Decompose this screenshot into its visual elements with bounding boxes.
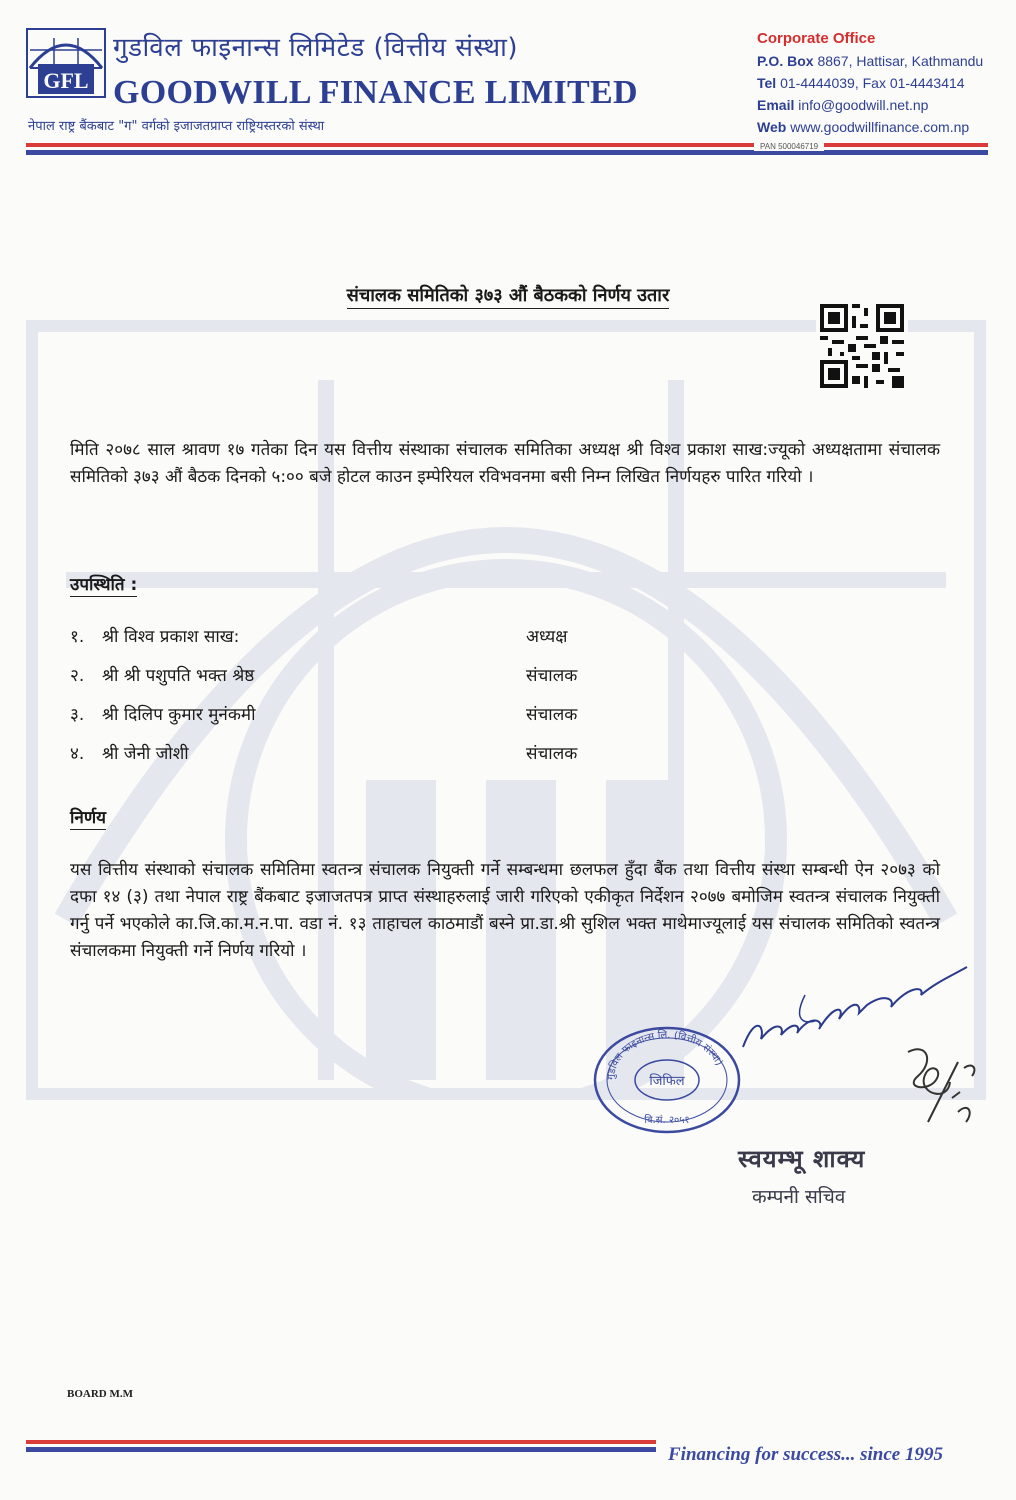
footer-stripe-red bbox=[26, 1440, 656, 1444]
company-seal-icon bbox=[592, 1025, 742, 1135]
attendance-row: १. श्री विश्व प्रकाश साख: अध्यक्ष bbox=[70, 627, 568, 647]
attendance-heading: उपस्थिति : bbox=[70, 575, 138, 595]
signatory-title: कम्पनी सचिव bbox=[752, 1186, 846, 1208]
qr-code-icon bbox=[816, 300, 908, 392]
svg-text:GFL: GFL bbox=[43, 68, 89, 93]
svg-text:गुडविल फाइनान्स लि. (वित्तीय स: गुडविल फाइनान्स लि. (वित्तीय संस्था) bbox=[605, 1029, 725, 1081]
initials-signature bbox=[888, 1032, 983, 1142]
footer-note: BOARD M.M bbox=[67, 1388, 133, 1400]
pan-number: PAN 500046719 bbox=[754, 142, 824, 151]
office-title: Corporate Office bbox=[757, 30, 876, 47]
company-name-english: GOODWILL FINANCE LIMITED bbox=[113, 74, 638, 111]
header-stripe-blue bbox=[26, 150, 988, 155]
svg-text:जिफिल: जिफिल bbox=[649, 1074, 685, 1089]
web-line: Web www.goodwillfinance.com.np bbox=[757, 119, 970, 135]
email-line: Email info@goodwill.net.np bbox=[757, 97, 929, 113]
decision-paragraph: यस वित्तीय संस्थाको संचालक समितिमा स्वतन्त्र संचालक नियुक्ती गर्ने सम्बन्धमा छलफल हुँदा बैंक तथा वित्तीय संस्था सम्बन्धी ऐन २०७३ को दफा १४ (३) तथा नेपाल राष्ट्र बैंकबाट इजाजतपत्र प्राप्त संस्थाहरुलाई जारी गरिएको एकीकृत निर्देशन २०७७ बमोजिम स्वतन्त्र संचालक नियुक्ती गर्नु पर्ने भएकोले का.जि.का.म.न.पा. वडा नं. १३ ताहाचल काठमाडौं बस्ने प्रा.डा.श्री सुशिल भक्त माथेमाज्यूलाई यस संचालक समितिको स्वतन्त्र संचालकमा नियुक्ती गर्ने निर्णय गरियो । bbox=[70, 860, 940, 961]
attendance-row: ४. श्री जेनी जोशी संचालक bbox=[70, 744, 578, 764]
company-logo-icon bbox=[26, 28, 106, 98]
decision-heading: निर्णय bbox=[70, 808, 106, 828]
po-box-line: P.O. Box 8867, Hattisar, Kathmandu bbox=[757, 53, 984, 69]
company-name-nepali: गुडविल फाइनान्स लिमिटेड (वित्तीय संस्था) bbox=[113, 33, 519, 63]
attendance-row: २. श्री श्री पशुपति भक्त श्रेष्ठ संचालक bbox=[70, 666, 578, 686]
tel-line: Tel 01-4444039, Fax 01-4443414 bbox=[757, 75, 965, 91]
contact-block bbox=[757, 28, 983, 138]
intro-paragraph: मिति २०७८ साल श्रावण १७ गतेका दिन यस वित्तीय संस्थाका संचालक समितिका अध्यक्ष श्री विश्व प्रकाश साख:ज्यूको अध्यक्षतामा संचालक समितिको ३७३ औं बैठक दिनको ५:०० बजे होटल काउन इम्पेरियल रविभवनमा बसी निम्न लिखित निर्णयहरु पारित गरियो । bbox=[70, 440, 940, 487]
header-stripe-red bbox=[26, 143, 988, 147]
license-subtitle: नेपाल राष्ट्र बैंकबाट "ग" वर्गको इजाजतप्राप्त राष्ट्रियस्तरको संस्था bbox=[28, 119, 325, 134]
attendance-row: ३. श्री दिलिप कुमार मुनंकमी संचालक bbox=[70, 705, 578, 725]
document-title: संचालक समितिको ३७३ औं बैठकको निर्णय उतार bbox=[0, 283, 1016, 307]
signatory-name: स्वयम्भू शाक्य bbox=[738, 1145, 866, 1173]
svg-text:वि.सं. २०५१: वि.सं. २०५१ bbox=[644, 1115, 690, 1126]
company-tagline: Financing for success... since 1995 bbox=[668, 1444, 943, 1465]
footer-stripe-blue bbox=[26, 1447, 656, 1452]
